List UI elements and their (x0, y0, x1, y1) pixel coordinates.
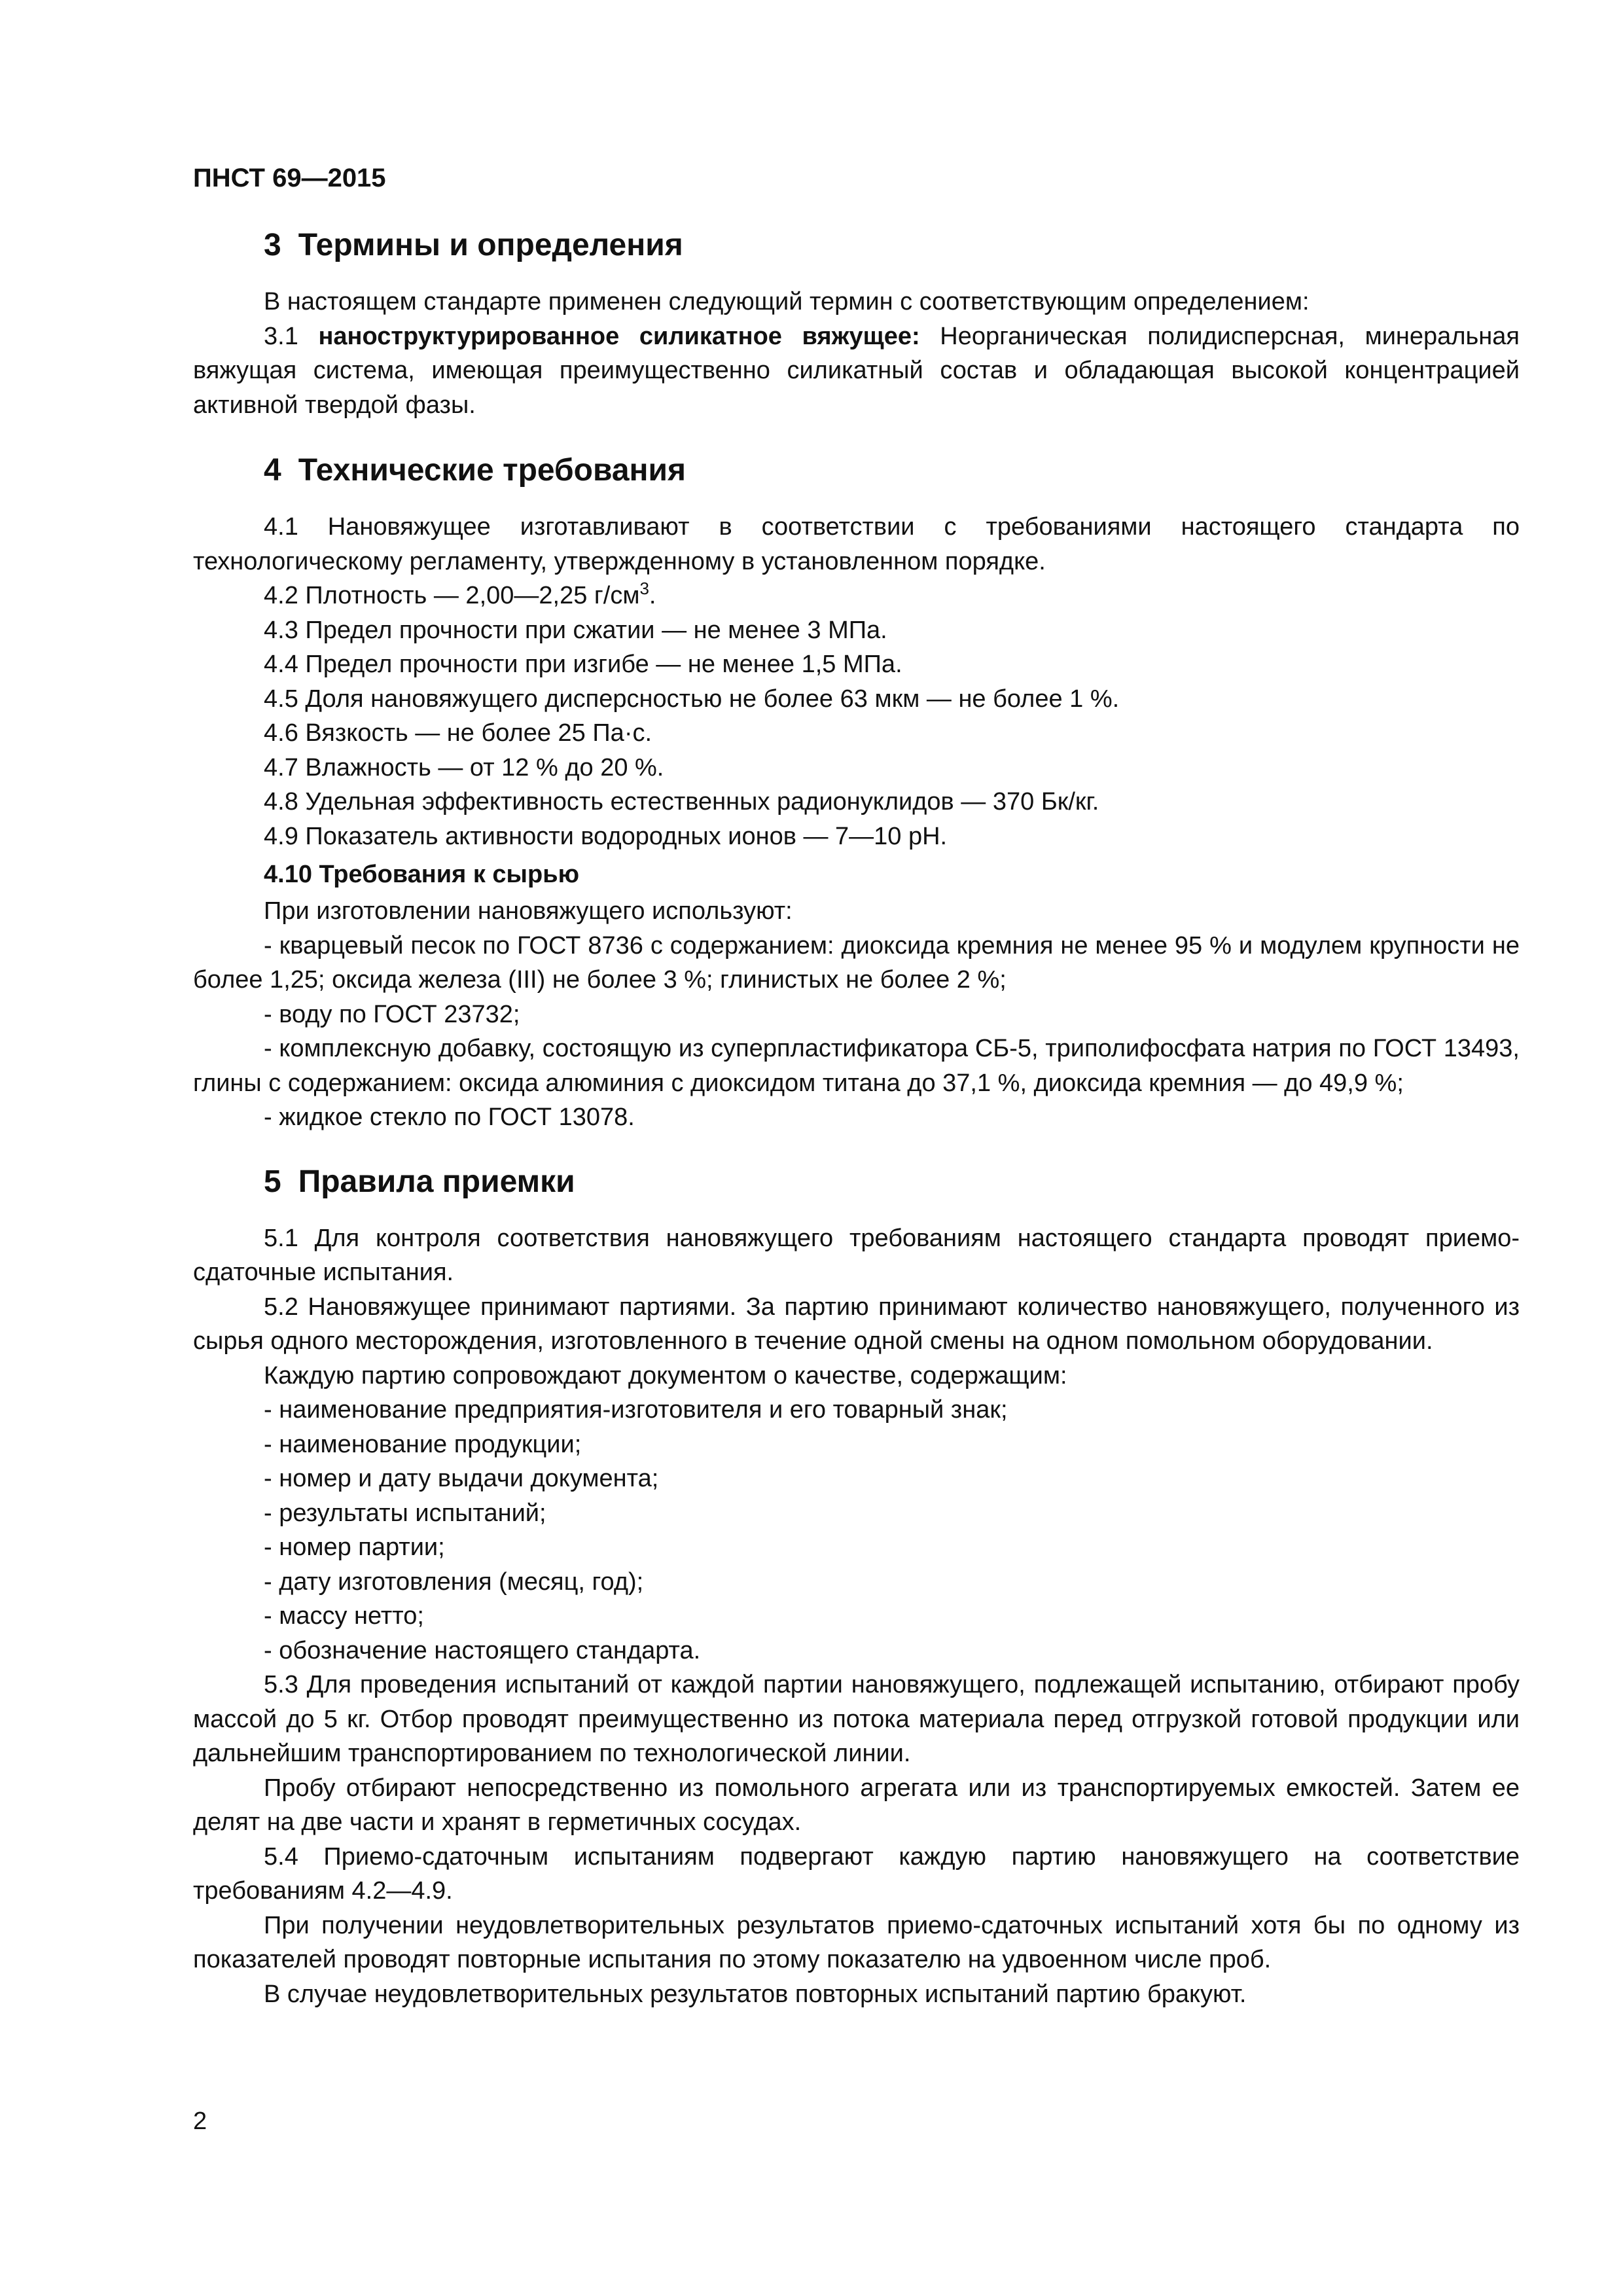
section-3-intro: В настоящем стандарте применен следующий термин с соответствующим определением: (264, 288, 1310, 315)
section-5-number: 5 (264, 1164, 281, 1199)
quality-document-item: - номер и дату выдачи документа; (264, 1465, 659, 1492)
quality-document-item: - наименование продукции; (264, 1430, 582, 1458)
paragraph-4-6: 4.6 Вязкость — не более 25 Па·с. (264, 719, 652, 747)
page-content (193, 226, 1520, 2011)
raw-material-item: - воду по ГОСТ 23732; (264, 1000, 520, 1028)
paragraph-4-3: 4.3 Предел прочности при сжатии — не менее 3 МПа. (264, 616, 887, 644)
subsection-4-10-heading: 4.10 Требования к сырью (264, 861, 580, 888)
section-5-heading (193, 1162, 1520, 1202)
term-name: наноструктурированное силикатное вяжущее: (318, 322, 920, 350)
document-code: ПНСТ 69—2015 (193, 164, 386, 192)
section-4-heading (193, 451, 1520, 490)
quality-document-item: - результаты испытаний; (264, 1499, 546, 1527)
density-end: . (649, 582, 656, 609)
quality-document-item: - массу нетто; (264, 1602, 424, 1630)
raw-materials-intro: При изготовлении нановяжущего используют: (264, 897, 793, 925)
page-number: 2 (193, 2108, 207, 2135)
density-text: 4.2 Плотность — 2,00—2,25 г/см (264, 582, 640, 609)
section-5-title: Правила приемки (298, 1164, 575, 1199)
raw-material-item: - кварцевый песок по ГОСТ 8736 с содержанием: диоксида кремния не менее 95 % и модулем крупности не более 1,25; оксида железа (III) не более 3 %; глинистых не более 2 %; (193, 931, 1520, 994)
paragraph-4-7: 4.7 Влажность — от 12 % до 20 %. (264, 753, 664, 781)
paragraph-4-5: 4.5 Доля нановяжущего дисперсностью не более 63 мкм — не более 1 %. (264, 685, 1120, 713)
quality-document-intro: Каждую партию сопровождают документом о качестве, содержащим: (264, 1361, 1067, 1390)
raw-material-item: - жидкое стекло по ГОСТ 13078. (264, 1103, 635, 1131)
section-3-heading (193, 226, 1520, 265)
quality-document-item: - дату изготовления (месяц, год); (264, 1568, 644, 1596)
paragraph-4-2 (193, 579, 1520, 613)
paragraph-5-4-reject: В случае неудовлетворительных результатов повторных испытаний партию бракуют. (264, 1980, 1247, 2008)
density-superscript: 3 (639, 579, 649, 598)
paragraph-5-2: 5.2 Нановяжущее принимают партиями. За партию принимают количество нановяжущего, полученного из сырья одного месторождения, изготовленного в течение одной смены на одном помольном оборудовании. (193, 1293, 1520, 1355)
section-3-number: 3 (264, 228, 281, 262)
quality-document-item: - обозначение настоящего стандарта. (264, 1636, 701, 1664)
term-number: 3.1 (264, 322, 298, 350)
section-3-title: Термины и определения (298, 228, 683, 262)
section-4-title: Технические требования (298, 453, 687, 488)
term-text: Неорганическая полидисперсная, минеральная вяжущая система, имеющая преимущественно силикатный состав и обладающая высокой концентрацией активной твердой фазы. (193, 322, 1520, 419)
raw-material-item: - комплексную добавку, состоящую из суперпластификатора СБ-5, триполифосфата натрия по ГОСТ 13493, глины с содержанием: оксида алюминия с диоксидом титана до 37,1 %, диоксида кремния — до 49,9 %; (193, 1035, 1520, 1097)
paragraph-5-1: 5.1 Для контроля соответствия нановяжущего требованиям настоящего стандарта проводят приемо-сдаточные испытания. (193, 1224, 1520, 1286)
paragraph-5-3: 5.3 Для проведения испытаний от каждой партии нановяжущего, подлежащей испытанию, отбирают пробу массой до 5 кг. Отбор проводят преимущественно из потока материала перед отгрузкой готовой продукции или дальнейшим транспортированием по технологической линии. (193, 1671, 1520, 1767)
paragraph-4-8: 4.8 Удельная эффективность естественных радионуклидов — 370 Бк/кг. (264, 788, 1099, 816)
paragraph-4-4: 4.4 Предел прочности при изгибе — не менее 1,5 МПа. (264, 651, 902, 678)
quality-document-item: - наименование предприятия-изготовителя и его товарный знак; (264, 1396, 1008, 1424)
quality-document-item: - номер партии; (264, 1534, 445, 1561)
paragraph-5-4: 5.4 Приемо-сдаточным испытаниям подвергают каждую партию нановяжущего на соответствие требованиям 4.2—4.9. (193, 1842, 1520, 1905)
paragraph-5-4-retest: При получении неудовлетворительных результатов приемо-сдаточных испытаний хотя бы по одному из показателей проводят повторные испытания по этому показателю на удвоенном числе проб. (193, 1911, 1520, 1973)
term-definition (193, 319, 1520, 423)
paragraph-5-3-sampling: Пробу отбирают непосредственно из помольного агрегата или из транспортируемых емкостей. Затем ее делят на две части и хранят в герметичных сосудах. (193, 1774, 1520, 1836)
section-4-number: 4 (264, 453, 281, 488)
paragraph-4-9: 4.9 Показатель активности водородных ионов — 7—10 pH. (264, 822, 948, 850)
paragraph-4-1: 4.1 Нановяжущее изготавливают в соответствии с требованиями настоящего стандарта по технологическому регламенту, утвержденному в установленном порядке. (193, 513, 1520, 575)
